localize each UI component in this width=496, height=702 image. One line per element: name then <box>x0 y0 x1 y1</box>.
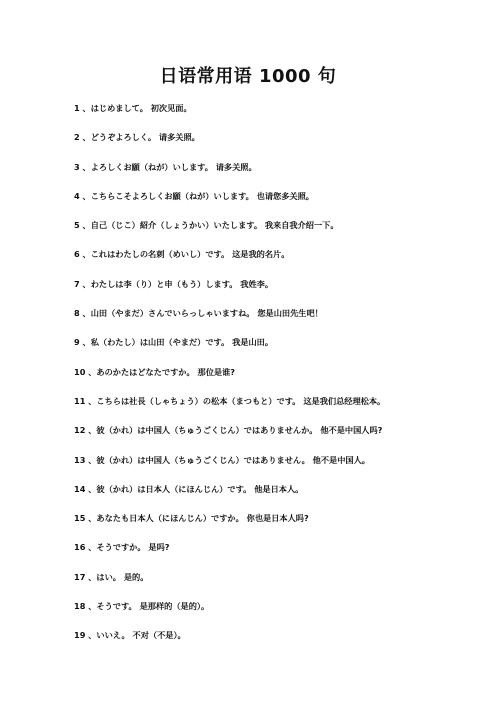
phrase-line: 3 、よろしくお願（ねが）いします。 请多关照。 <box>74 161 257 172</box>
phrase-line: 4 、こちらこそよろしくお願（ねが）いします。 也请您多关照。 <box>74 190 314 201</box>
phrase-line: 15 、あなたも日本人（にほんじん）ですか。 你也是日本人吗? <box>74 513 309 524</box>
phrase-line: 10 、あのかたはどなたですか。 那位是谁? <box>74 366 236 377</box>
phrase-line: 2 、どうぞよろしく。 请多关照。 <box>74 132 200 143</box>
phrase-line: 17 、はい。 是的。 <box>74 571 149 582</box>
phrase-line: 9 、私（わたし）は山田（やまだ）です。 我是山田。 <box>74 337 274 348</box>
phrase-line: 6 、これはわたしの名刺（めいし）です。 这是我的名片。 <box>74 249 290 260</box>
phrase-line: 7 、わたしは李（り）と申（もう）します。 我姓李。 <box>74 278 274 289</box>
page-title: 日语常用语 1000 句 <box>159 66 337 87</box>
phrase-line: 1 、はじめまして。 初次见面。 <box>74 103 192 113</box>
phrase-line: 8 、山田（やまだ）さんでいらっしゃいますね。 您是山田先生吧！ <box>74 308 323 319</box>
phrase-line: 12 、彼（かれ）は中国人（ちゅうごくじん）ではありませんか。 他不是中国人吗? <box>74 425 383 436</box>
phrase-line: 19 、いいえ。 不对（不是）。 <box>74 630 186 641</box>
phrase-line: 13 、彼（かれ）は中国人（ちゅうごくじん）ではありません。 他不是中国人。 <box>74 454 370 465</box>
phrase-list <box>74 101 474 658</box>
phrase-line: 18 、そうです。 是那样的（是的）。 <box>74 601 210 612</box>
phrase-line: 11 、こちらは社長（しゃちょう）の松本（まつもと）です。 这是我们总经理松本。 <box>74 395 386 406</box>
phrase-line: 14 、彼（かれ）は日本人（にほんじん）です。 他是日本人。 <box>74 483 304 494</box>
phrase-line: 5 、自己（じこ）紹介（しょうかい）いたします。 我来自我介绍一下。 <box>74 220 339 231</box>
phrase-line: 16 、そうですか。 是吗? <box>74 542 170 553</box>
